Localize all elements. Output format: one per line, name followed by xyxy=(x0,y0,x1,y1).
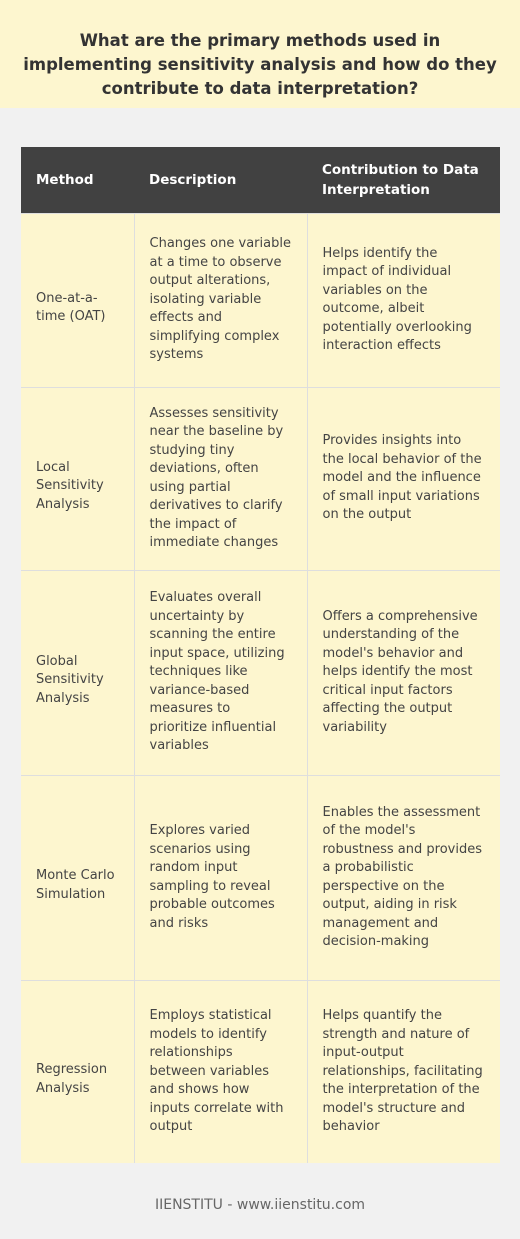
page-title: What are the primary methods used in implementing sensitivity analysis and how do they contribute to data interpretation? xyxy=(23,31,497,98)
footer-credit: IIENSTITU - www.iienstitu.com xyxy=(154,1197,366,1213)
method-cell: Global Sensitivity Analysis xyxy=(21,570,134,775)
methods-table xyxy=(21,147,500,1163)
description-cell: Explores varied scenarios using random input sampling to reveal probable outcomes and risks xyxy=(134,775,307,980)
table-row xyxy=(21,775,500,980)
contribution-cell: Helps quantify the strength and nature of input-output relationships, facilitating the interpretation of the model's structure and behavior xyxy=(307,980,500,1163)
header-method: Method xyxy=(21,147,134,213)
header-description: Description xyxy=(134,147,307,213)
description-cell: Employs statistical models to identify relationships between variables and shows how inputs correlate with output xyxy=(134,980,307,1163)
method-cell: Regression Analysis xyxy=(21,980,134,1163)
description-cell: Assesses sensitivity near the baseline by studying tiny deviations, often using partial derivatives to clarify the impact of immediate changes xyxy=(134,387,307,570)
table-row xyxy=(21,980,500,1163)
table-row xyxy=(21,213,500,387)
description-cell: Evaluates overall uncertainty by scanning the entire input space, utilizing techniques like variance-based measures to prioritize influential variables xyxy=(134,570,307,775)
table-header-row xyxy=(21,147,500,213)
contribution-cell: Offers a comprehensive understanding of the model's behavior and helps identify the most critical input factors affecting the output variability xyxy=(307,570,500,775)
method-cell: One-at-a-time (OAT) xyxy=(21,213,134,387)
contribution-cell: Enables the assessment of the model's robustness and provides a probabilistic perspective on the output, aiding in risk management and decision-making xyxy=(307,775,500,980)
contribution-cell: Provides insights into the local behavior of the model and the influence of small input variations on the output xyxy=(307,387,500,570)
method-cell: Monte Carlo Simulation xyxy=(21,775,134,980)
table-row xyxy=(21,570,500,775)
table-row xyxy=(21,387,500,570)
method-cell: Local Sensitivity Analysis xyxy=(21,387,134,570)
contribution-cell: Helps identify the impact of individual variables on the outcome, albeit potentially overlooking interaction effects xyxy=(307,213,500,387)
title-banner xyxy=(0,0,520,108)
header-contribution: Contribution to Data Interpretation xyxy=(307,147,500,213)
description-cell: Changes one variable at a time to observe output alterations, isolating variable effects and simplifying complex systems xyxy=(134,213,307,387)
